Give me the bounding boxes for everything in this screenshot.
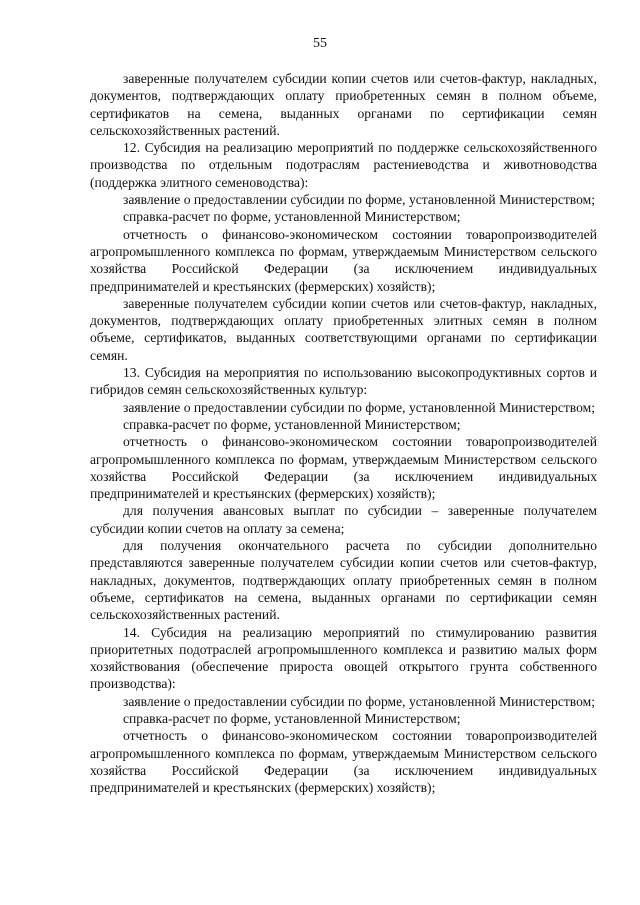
paragraph: заверенные получателем субсидии копии счетов или счетов-фактур, накладных, документов, подтверждающих оплату приобретенных семян в полном объеме, сертификатов на семена, выданных органами по сертификации семян сельскохозяйственных растений. xyxy=(90,71,597,138)
paragraph: заявление о предоставлении субсидии по форме, установленной Министерством; xyxy=(123,399,596,415)
paragraph: для получения окончательного расчета по субсидии дополнительно представляются заверенные получателем субсидии копии счетов или счетов-фактур, накладных, документов, подтверждающих оплату приобретенных семян в полном объеме, сертификатов на семена, выданных органами по сертификации семян сельскохозяйственных растений. xyxy=(90,538,597,623)
paragraph: 12. Субсидия на реализацию мероприятий по поддержке сельскохозяйственного производства по отдельным подотраслям растениеводства и животноводства (поддержка элитного семеноводства): xyxy=(90,140,597,190)
paragraph: заверенные получателем субсидии копии счетов или счетов-фактур, накладных, документов, подтверждающих оплату приобретенных элитных семян в полном объеме, сертификатов, выданных соответствующими органами по сертификации семян. xyxy=(90,295,597,363)
paragraph: отчетность о финансово-экономическом состоянии товаропроизводителей агропромышленного комплекса по формам, утверждаемым Министерством сельского хозяйства Российской Федерации (за исключением индивидуальных предпринимателей и крестьянских (фермерских) хозяйств); xyxy=(90,728,597,796)
paragraph: справка-расчет по форме, установленной Министерством; xyxy=(123,209,461,225)
paragraph: справка-расчет по форме, установленной Министерством; xyxy=(123,710,461,726)
paragraph: для получения авансовых выплат по субсидии – заверенные получателем субсидии копии счетов на оплату за семена; xyxy=(90,503,597,536)
paragraph: 13. Субсидия на мероприятия по использованию высокопродуктивных сортов и гибридов семян сельскохозяйственных культур: xyxy=(90,365,597,398)
paragraph: отчетность о финансово-экономическом состоянии товаропроизводителей агропромышленного комплекса по формам, утверждаемым Министерством сельского хозяйства Российской Федерации (за исключением индивидуальных предпринимателей и крестьянских (фермерских) хозяйств); xyxy=(90,434,597,502)
paragraph: заявление о предоставлении субсидии по форме, установленной Министерством; xyxy=(123,693,596,709)
paragraph: справка-расчет по форме, установленной Министерством; xyxy=(123,416,461,432)
document-body xyxy=(90,70,597,796)
paragraph: отчетность о финансово-экономическом состоянии товаропроизводителей агропромышленного комплекса по формам, утверждаемым Министерством сельского хозяйства Российской Федерации (за исключением индивидуальных предпринимателей и крестьянских (фермерских) хозяйств); xyxy=(90,226,597,294)
paragraph: заявление о предоставлении субсидии по форме, установленной Министерством; xyxy=(123,192,596,208)
paragraph: 14. Субсидия на реализацию мероприятий по стимулированию развития приоритетных подотраслей агропромышленного комплекса и развитию малых форм хозяйствования (обеспечение прироста овощей открытого грунта собственного производства): xyxy=(90,624,597,692)
page-number: 55 xyxy=(313,36,327,51)
